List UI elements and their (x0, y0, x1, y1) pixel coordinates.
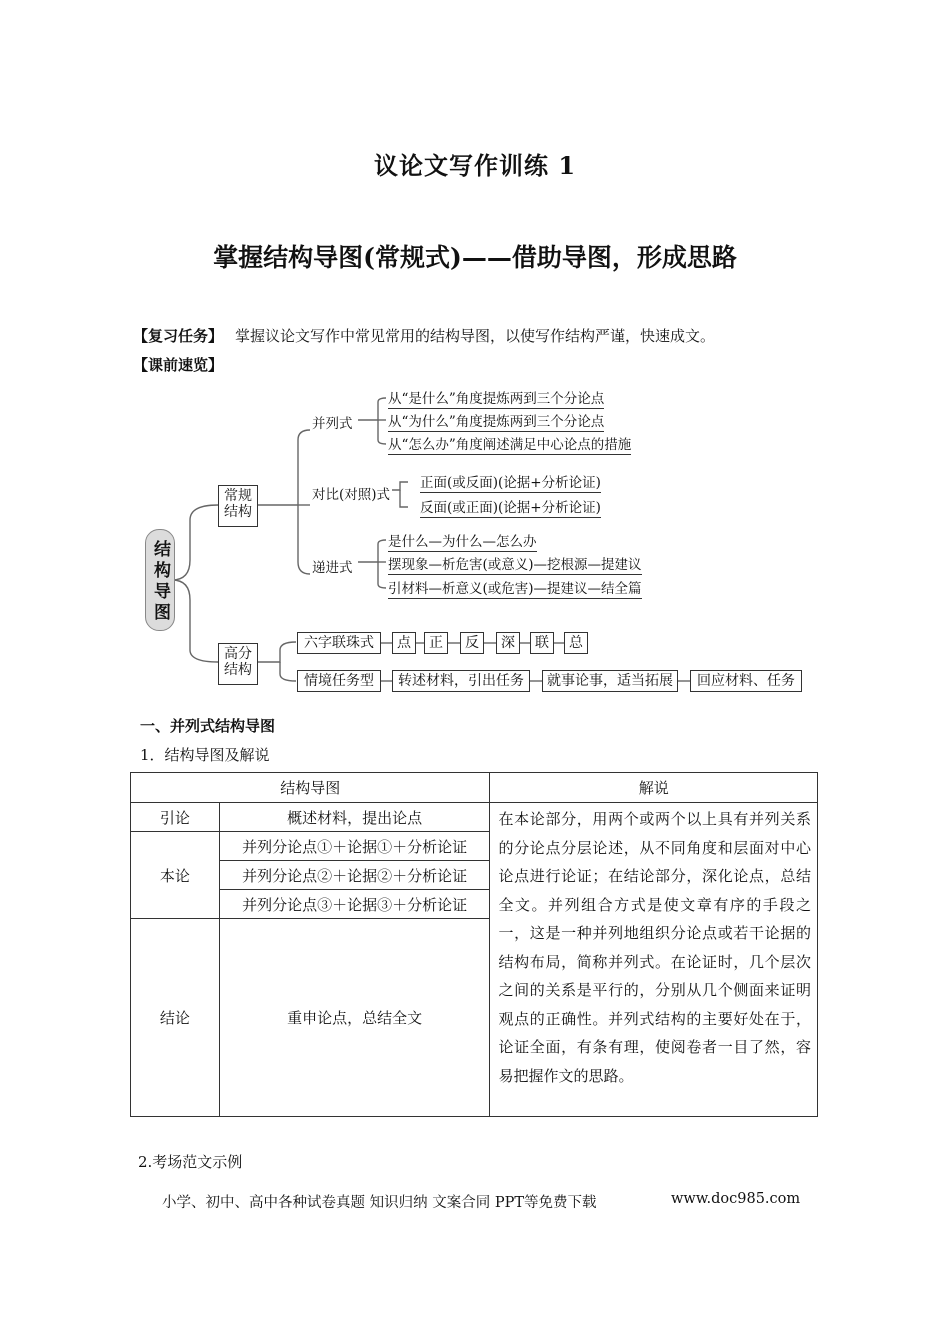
table-conclusion-label: 结论 (131, 919, 220, 1117)
footer-url: www.doc985.com (671, 1191, 801, 1207)
mindmap-situation-step: 转述材料，引出任务 (392, 670, 530, 692)
mindmap-six-label: 六字联珠式 (297, 632, 381, 654)
mindmap-contrast-label: 对比(对照)式 (312, 487, 391, 503)
review-text: 掌握议论文写作中常见常用的结构导图，以使写作结构严谨，快速成文。 (235, 327, 716, 345)
mindmap-six-char: 反 (460, 632, 484, 654)
table-conclusion-text: 重申论点，总结全文 (219, 919, 490, 1117)
table-body-label: 本论 (131, 832, 220, 919)
mindmap-contrast-item: 正面(或反面)(论据+分析论证) (420, 471, 601, 493)
review-label: 【复习任务】 (133, 327, 224, 345)
subsection-heading: 1．结构导图及解说 (140, 746, 270, 764)
table-header-structure: 结构导图 (131, 773, 490, 803)
table-body-row: 并列分论点③＋论据③＋分析论证 (219, 890, 490, 919)
mindmap-progressive-item: 摆现象—析危害(或意义)—挖根源—提建议 (388, 553, 642, 575)
mindmap-progressive-label: 递进式 (312, 560, 353, 576)
mindmap-parallel-label: 并列式 (312, 416, 353, 432)
mindmap-root-label: 结构导图 (150, 540, 170, 624)
mindmap-regular-node: 常规结构 (218, 485, 258, 527)
mindmap-progressive-item: 引材料—析意义(或危害)—提建议—结全篇 (388, 577, 642, 599)
subsection-heading-2: 2.考场范文示例 (138, 1153, 243, 1171)
page-title: 议论文写作训练 1 (373, 151, 577, 180)
table-body-row: 并列分论点①＋论据①＋分析论证 (219, 832, 490, 861)
table-header-explain: 解说 (490, 773, 818, 803)
mindmap-six-char: 总 (564, 632, 588, 654)
mindmap-six-char: 深 (496, 632, 520, 654)
mindmap-situation-step: 回应材料、任务 (690, 670, 802, 692)
mindmap-root (145, 529, 175, 631)
mindmap-parallel-item: 从“是什么”角度提炼两到三个分论点 (388, 387, 604, 409)
mindmap-parallel-item: 从“怎么办”角度阐述满足中心论点的措施 (388, 433, 631, 455)
table-body-row: 并列分论点②＋论据②＋分析论证 (219, 861, 490, 890)
mindmap-six-char: 点 (392, 632, 416, 654)
page-subtitle: 掌握结构导图(常规式)——借助导图，形成思路 (213, 243, 737, 272)
mindmap-six-char: 正 (424, 632, 448, 654)
mindmap-contrast-item: 反面(或正面)(论据+分析论证) (420, 496, 601, 518)
mindmap-six-char: 联 (530, 632, 554, 654)
table-explanation: 在本论部分，用两个或两个以上具有并列关系的分论点分层论述，从不同角度和层面对中心论点进行论证；在结论部分，深化论点，总结全文。并列组合方式是使文章有序的手段之一，这是一种并列地组织分论点或若干论据的结构布局，简称并列式。在论证时，几个层次之间的关系是平行的，分别从几个侧面来证明观点的正确性。并列式结构的主要好处在于，论证全面，有条有理，使阅卷者一目了然，容易把握作文的思路。 (490, 803, 818, 1117)
table-intro-text: 概述材料，提出论点 (219, 803, 490, 832)
mindmap-parallel-item: 从“为什么”角度提炼两到三个分论点 (388, 410, 604, 432)
structure-table (130, 772, 818, 1117)
mindmap-highscore-node: 高分结构 (218, 643, 258, 685)
mindmap-situation-label: 情境任务型 (297, 670, 381, 692)
table-intro-label: 引论 (131, 803, 220, 832)
preview-label: 【课前速览】 (133, 356, 224, 374)
mindmap-progressive-item: 是什么—为什么—怎么办 (388, 530, 537, 552)
section-heading: 一、并列式结构导图 (140, 717, 276, 735)
footer-text: 小学、初中、高中各种试卷真题 知识归纳 文案合同 PPT等免费下载 (162, 1195, 597, 1211)
mindmap-situation-step: 就事论事，适当拓展 (542, 670, 678, 692)
